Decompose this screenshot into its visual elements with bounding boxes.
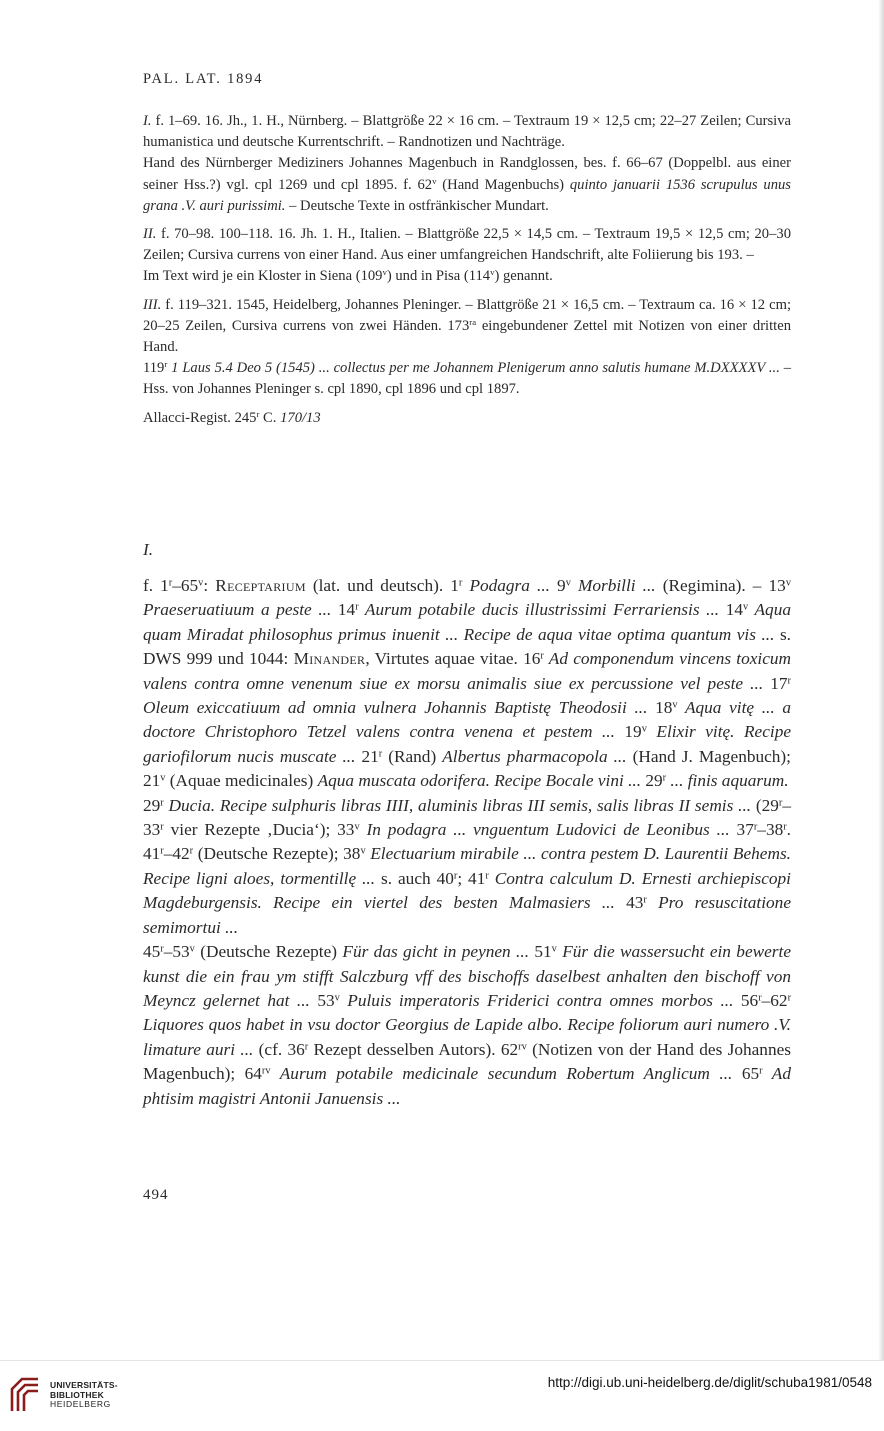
contents-paragraph-2: 29$^r$ Ducia. Recipe sulphuris libras IIII, aluminis libras III semis, salis libras II semis ... (29$^r$–33$^r$ vier Rezepte ‚Ducia‘); 33$^v$ In podagra ... vnguentum Ludovici de Leonibus ... 37$^r$–38$^r$. 41$^r$–42$^r$ (Deutsche Rezepte); 38$^v$ Electuarium mirabile ... contra pestem D. Laurentii Behems. Recipe ligni aloes, tormentillę ... s. auch 40$^r$; 41$^r$ Contra calculum D. Ernesti archiepiscopi Magdeburgensis. Recipe ein viertel des besten Malmasiers ... 43$^r$ Pro resuscitatione semimortui ... (143, 795, 792, 937)
library-footer (0, 1360, 884, 1431)
unit-2-description: II. f. 70–98. 100–118. 16. Jh. 1. H., Italien. – Blattgröße 22,5 × 14,5 cm. – Textraum 19,5 × 12,5 cm; 20–30 Zeilen; Cursiva currens von einer Hand. Aus einer umfangreichen Handschrift, alte Foliierung bis 193. – (143, 226, 791, 264)
unit-2-monastery-note: Im Text wird je ein Kloster in Siena (109$^v$) und in Pisa (114$^v$) genannt. (143, 267, 553, 285)
unit-1-description: I. f. 1–69. 16. Jh., 1. H., Nürnberg. – Blattgröße 22 × 16 cm. – Textraum 19 × 12,5 cm; 22–27 Zeilen; Cursiva humanistica und deutsche Kurrentschrift. – Randnotizen und Nachträge. (143, 113, 791, 151)
university-library-logo-icon (8, 1375, 42, 1413)
allacci-register: Allacci-Regist. 245$^r$ C. 170/13 (143, 408, 321, 426)
running-head: PAL. LAT. 1894 (143, 71, 264, 87)
library-name: UNIVERSITÄTS- BIBLIOTHEK HEIDELBERG (50, 1380, 118, 1409)
digitization-url-link[interactable]: http://digi.ub.uni-heidelberg.de/diglit/schuba1981/0548 (547, 1375, 872, 1390)
section-label: I. (143, 540, 154, 559)
contents-paragraph-3: 45$^r$–53$^v$ (Deutsche Rezepte) Für das gicht in peynen ... 51$^v$ Für die wassersucht ein bewerte kunst die ein frau ym stifft Salczburg vff des bischoffs daselbest anhalten den bischoff von Meyncz gelernet hat ... 53$^v$ Puluis imperatoris Friderici contra omnes morbos ... 56$^r$–62$^r$ Liquores quos habet in vsu doctor Georgius de Lapide albo. Recipe foliorum auri numero .V. limature auri ... (cf. 36$^r$ Rezept desselben Autors). $62^{rv}$ (Notizen von der Hand des Johannes Magenbuch); $64^{rv}$ Aurum potabile medicinale secundum Robertum Anglicum ... 65$^r$ Ad phtisim magistri Antonii Januensis ... (143, 942, 792, 1108)
page-number: 494 (143, 1187, 169, 1203)
unit-3-description: III. f. 119–321. 1545, Heidelberg, Johannes Pleninger. – Blattgröße 21 × 16,5 cm. – Textraum ca. 16 × 12 cm; 20–25 Zeilen, Cursiva currens von zwei Händen. $173^{ra}$ eingebundener Zettel mit Notizen von einer dritten Hand. (143, 296, 791, 356)
contents-description (143, 574, 791, 1111)
unit-3-colophon: 119$^r$ 1 Laus 5.4 Deo 5 (1545) ... collectus per me Johannem Plenigerum anno salutis humane M.DXXXXV ... – Hss. von Johannes Pleninger s. cpl 1890, cpl 1896 und cpl 1897. (143, 359, 792, 398)
receptarium-heading: Receptarium (215, 576, 306, 595)
codicological-description (143, 111, 791, 429)
page-edge-shadow (878, 0, 884, 1360)
unit-1-hand-note: Hand des Nürnberger Mediziners Johannes Magenbuch in Randglossen, bes. f. 66–67 (Doppelbl. aus einer seiner Hss.?) vgl. cpl 1269 und cpl 1895. f. 62$^v$ (Hand Magenbuchs) quinto januarii 1536 scrupulus unus grana .V. auri purissimi. – Deutsche Texte in ostfränkischer Mundart. (143, 155, 791, 214)
contents-paragraph-1: f. 1$^r$–65$^v$: Receptarium (lat. und deutsch). 1$^r$ Podagra ... 9$^v$ Morbilli ... (Regimina). – 13$^v$ Praeseruatiuum a peste ... 14$^r$ Aurum potabile ducis illustrissimi Ferrariensis ... 14$^v$ Aqua quam Miradat philosophus primus inuenit ... Recipe de aqua vitae optima quantum vis ... s. DWS 999 und 1044: Minander, Virtutes aquae vitae. 16$^r$ Ad componendum vincens toxicum valens contra omne venenum siue ex morsu animalis siue ex percussione vel peste ... 17$^r$ Oleum exiccatiuum ad omnia vulnera Johannis Baptistę Theodosii ... 18$^v$ Aqua vitę ... a doctore Christophoro Tetzel valens contra venena et pestem ... 19$^v$ Elixir vitę. Recipe gariofilorum nucis muscate ... 21$^r$ (Rand) Albertus pharmacopola ... (Hand J. Magenbuch); 21$^v$ (Aquae medicinales) Aqua muscata odorifera. Recipe Bocale vini ... 29$^r$ ... finis aquarum. (143, 576, 791, 791)
